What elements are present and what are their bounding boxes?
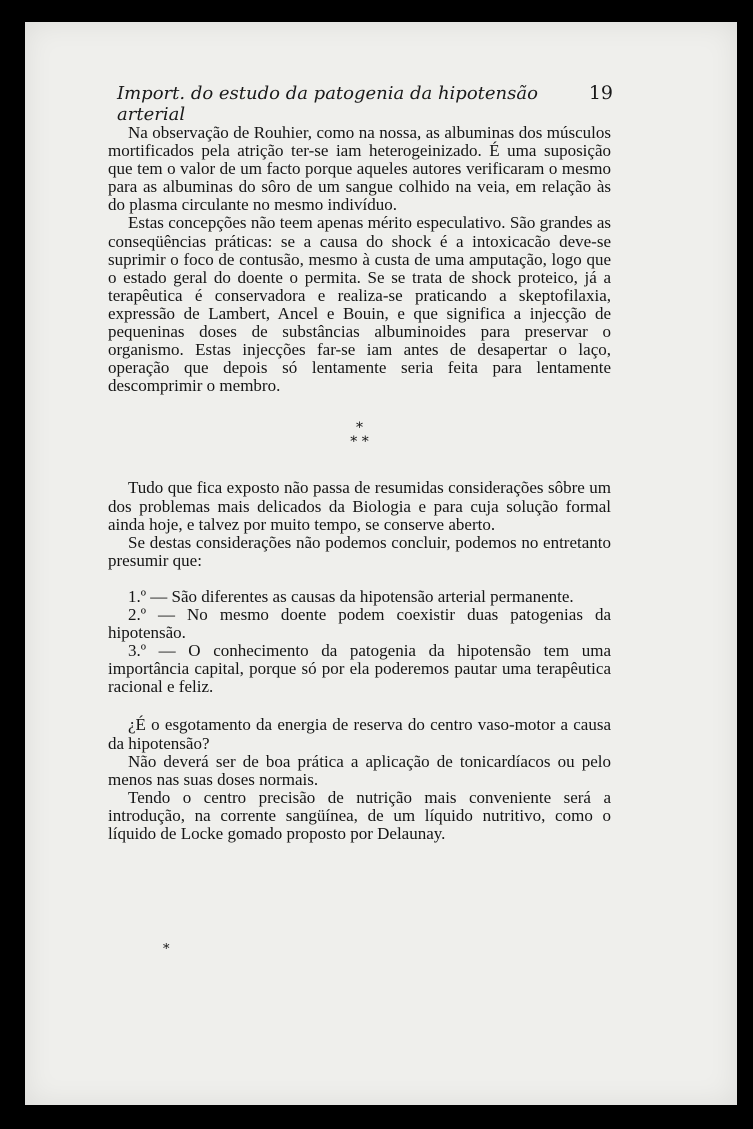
paragraph-locke: Tendo o centro precisão de nutrição mais conveniente será a introdução, na corrente sangüínea, de um líquido nutritivo, como o líquido de Locke gomado proposto por Delaunay. (108, 787, 611, 843)
separator-bottom-stars: * * (350, 434, 369, 451)
page-number: 19 (588, 82, 613, 104)
paragraph-concepcoes: Estas concepções não teem apenas mérito especulativo. São grandes as conseqüências práticas: se a causa do shock é a intoxicacão deve-se suprimir o foco de contusão, mesmo à custa de uma amputação, logo que o estado geral do doente o permita. Se se trata de shock proteico, já a terapêutica é conservadora e realiza-se praticando a skeptofilaxia, expressão de Lambert, Ancel e Bouin, e que significa a injecção de pequeninas doses de substâncias albuminoides para preservar o organismo. Estas injecções far-se iam antes de desapertar o laço, operação que depois só lentamente seria feita para lentamente descomprimir o membro. (108, 213, 611, 396)
paragraph-conclusao: Se destas considerações não podemos concluir, podemos no entretanto presumir que: (108, 532, 611, 570)
running-header (117, 82, 613, 125)
section-separator (108, 421, 611, 449)
conclusion-item-1: 1.º — São diferentes as causas da hipotensão arterial permanente. (128, 586, 574, 606)
paragraph-rouhier: Na observação de Rouhier, como na nossa, as albuminas dos músculos mortificados pela atrição ter-se iam heterogeinizado. É uma suposição que tem o valor de um facto porque aqueles autores verificaram o mesmo para as albuminas do sôro de um sangue colhido na veia, em relação às do plasma circulante no mesmo indivíduo. (108, 123, 611, 215)
paragraph-tudo: Tudo que fica exposto não passa de resumidas considerações sôbre um dos problemas mais delicados da Biologia e para cuja solução formal ainda hoje, e talvez por muito tempo, se conserve aberto. (108, 478, 611, 534)
header-title: Import. do estudo da patogenia da hipotensão arterial (117, 83, 538, 125)
conclusion-item-2: 2.º — No mesmo doente podem coexistir duas patogenias da hipotensão. (108, 604, 611, 643)
conclusion-item-3: 3.º — O conhecimento da patogenia da hipotensão tem uma importância capital, porque só por ela poderemos pautar uma terapêutica racional e feliz. (108, 641, 611, 697)
spacer (108, 696, 611, 716)
page-body (108, 124, 611, 843)
paragraph-question: ¿É o esgotamento da energia de reserva do centro vaso-motor a causa da hipotensão? (108, 715, 611, 753)
paragraph-tonicardiacos: Não deverá ser de boa prática a aplicação de tonicardíacos ou pelo menos nas suas doses normais. (108, 751, 611, 789)
separator-top-star: * (356, 420, 363, 437)
book-page (25, 22, 737, 1105)
footer-asterisk: * (163, 942, 170, 957)
spacer (108, 570, 611, 588)
